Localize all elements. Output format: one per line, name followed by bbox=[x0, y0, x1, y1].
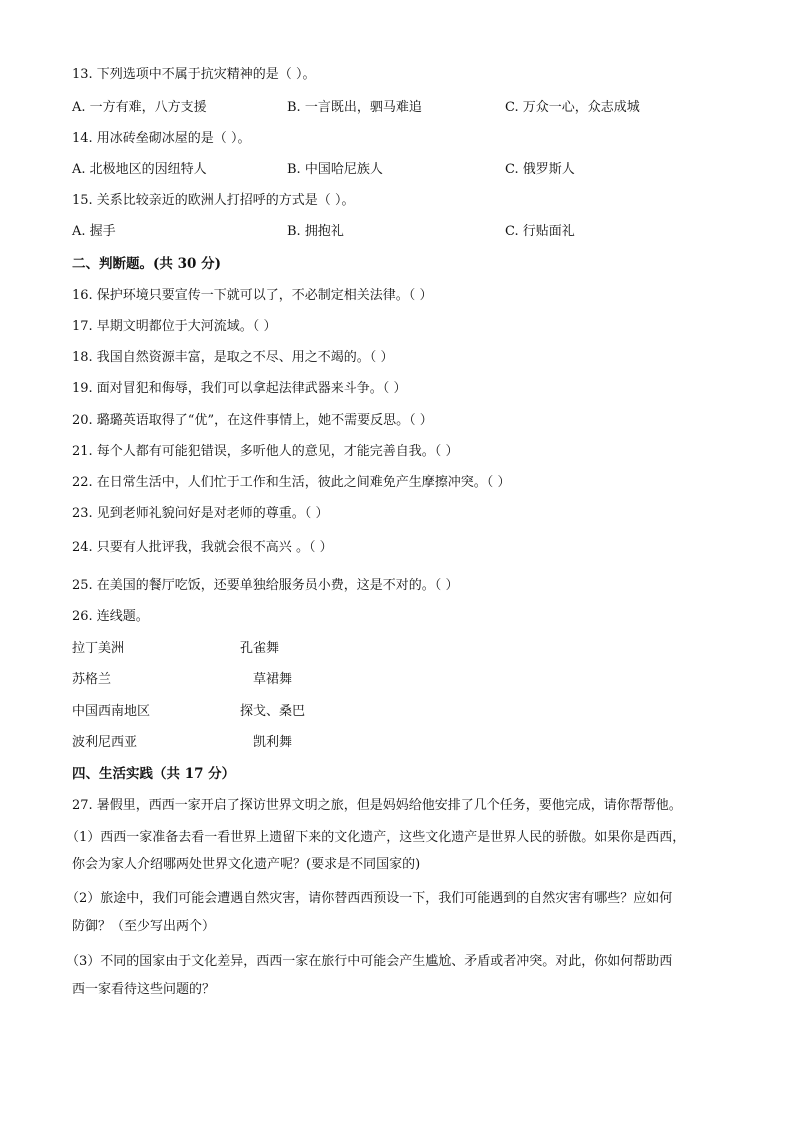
q13-option-b: B. 一言既出，驷马难追 bbox=[287, 100, 422, 115]
q14-stem: 14. 用冰砖垒砌冰屋的是（ ）。 bbox=[72, 131, 251, 146]
judge-item-22: 22. 在日常生活中，人们忙于工作和生活，彼此之间难免产生摩擦冲突。（ ） bbox=[72, 475, 511, 490]
judge-item-16: 16. 保护环境只要宣传一下就可以了，不必制定相关法律。（ ） bbox=[72, 288, 433, 303]
q15-option-c: C. 行贴面礼 bbox=[505, 224, 575, 239]
q15-option-a: A. 握手 bbox=[72, 224, 116, 239]
q13-option-c: C. 万众一心，众志成城 bbox=[505, 100, 640, 115]
q14-option-c: C. 俄罗斯人 bbox=[505, 162, 575, 177]
q27-part3-line2: 西一家看待这些问题的？ bbox=[72, 982, 216, 997]
judge-item-20: 20. 璐璐英语取得了“优”，在这件事情上，她不需要反思。（ ） bbox=[72, 413, 433, 428]
match-left-item: 苏格兰 bbox=[72, 672, 112, 687]
match-right-item: 孔雀舞 bbox=[240, 641, 280, 656]
match-right-item: 探戈、桑巴 bbox=[240, 704, 306, 719]
q27-part1-line1: （1）西西一家准备去看一看世界上遗留下来的文化遗产，这些文化遗产是世界人民的骄傲。如果你是西西， bbox=[66, 830, 686, 845]
q27-part2-line1: （2）旅途中，我们可能会遭遇自然灾害，请你替西西预设一下，我们可能遇到的自然灾害有哪些？应如何 bbox=[66, 891, 673, 906]
judge-item-18: 18. 我国自然资源丰富，是取之不尽、用之不竭的。（ ） bbox=[72, 350, 394, 365]
match-left-item: 拉丁美洲 bbox=[72, 641, 125, 656]
q15-stem: 15. 关系比较亲近的欧洲人打招呼的方式是（ ）。 bbox=[72, 193, 355, 208]
match-left-item: 波利尼西亚 bbox=[72, 735, 138, 750]
q27-part3-line1: （3）不同的国家由于文化差异，西西一家在旅行中可能会产生尴尬、矛盾或者冲突。对此，你如何帮助西 bbox=[66, 954, 673, 969]
q27-part2-line2: 防御？（至少写出两个） bbox=[72, 919, 216, 934]
match-left-item: 中国西南地区 bbox=[72, 704, 151, 719]
judge-item-21: 21. 每个人都有可能犯错误，多听他人的意见，才能完善自我。（ ） bbox=[72, 444, 459, 459]
judge-item-19: 19. 面对冒犯和侮辱，我们可以拿起法律武器来斗争。（ ） bbox=[72, 381, 407, 396]
q27-stem: 27. 暑假里，西西一家开启了探访世界文明之旅，但是妈妈给他安排了几个任务，要他完成，请你帮帮他。 bbox=[72, 798, 682, 813]
q15-option-b: B. 拥抱礼 bbox=[287, 224, 344, 239]
match-right-item: 草裙舞 bbox=[253, 672, 293, 687]
q14-option-a: A. 北极地区的因纽特人 bbox=[72, 162, 207, 177]
q13-stem: 13. 下列选项中不属于抗灾精神的是（ ）。 bbox=[72, 67, 316, 82]
judge-item-17: 17. 早期文明都位于大河流域。（ ） bbox=[72, 319, 277, 334]
q27-part1-line2: 你会为家人介绍哪两处世界文化遗产呢？(要求是不同国家的) bbox=[72, 857, 421, 872]
q14-option-b: B. 中国哈尼族人 bbox=[287, 162, 383, 177]
judge-item-25: 25. 在美国的餐厅吃饭，还要单独给服务员小费，这是不对的。（ ） bbox=[72, 578, 459, 593]
q26-stem: 26. 连线题。 bbox=[72, 609, 149, 624]
judge-item-23: 23. 见到老师礼貌问好是对老师的尊重。（ ） bbox=[72, 506, 329, 521]
section-heading-judgment: 二、判断题。(共 30 分) bbox=[72, 256, 221, 272]
q13-option-a: A. 一方有难，八方支援 bbox=[72, 100, 207, 115]
section-heading-practice: 四、生活实践（共 17 分） bbox=[72, 766, 236, 782]
match-right-item: 凯利舞 bbox=[253, 735, 293, 750]
judge-item-24: 24. 只要有人批评我，我就会很不高兴 。（ ） bbox=[72, 540, 333, 555]
